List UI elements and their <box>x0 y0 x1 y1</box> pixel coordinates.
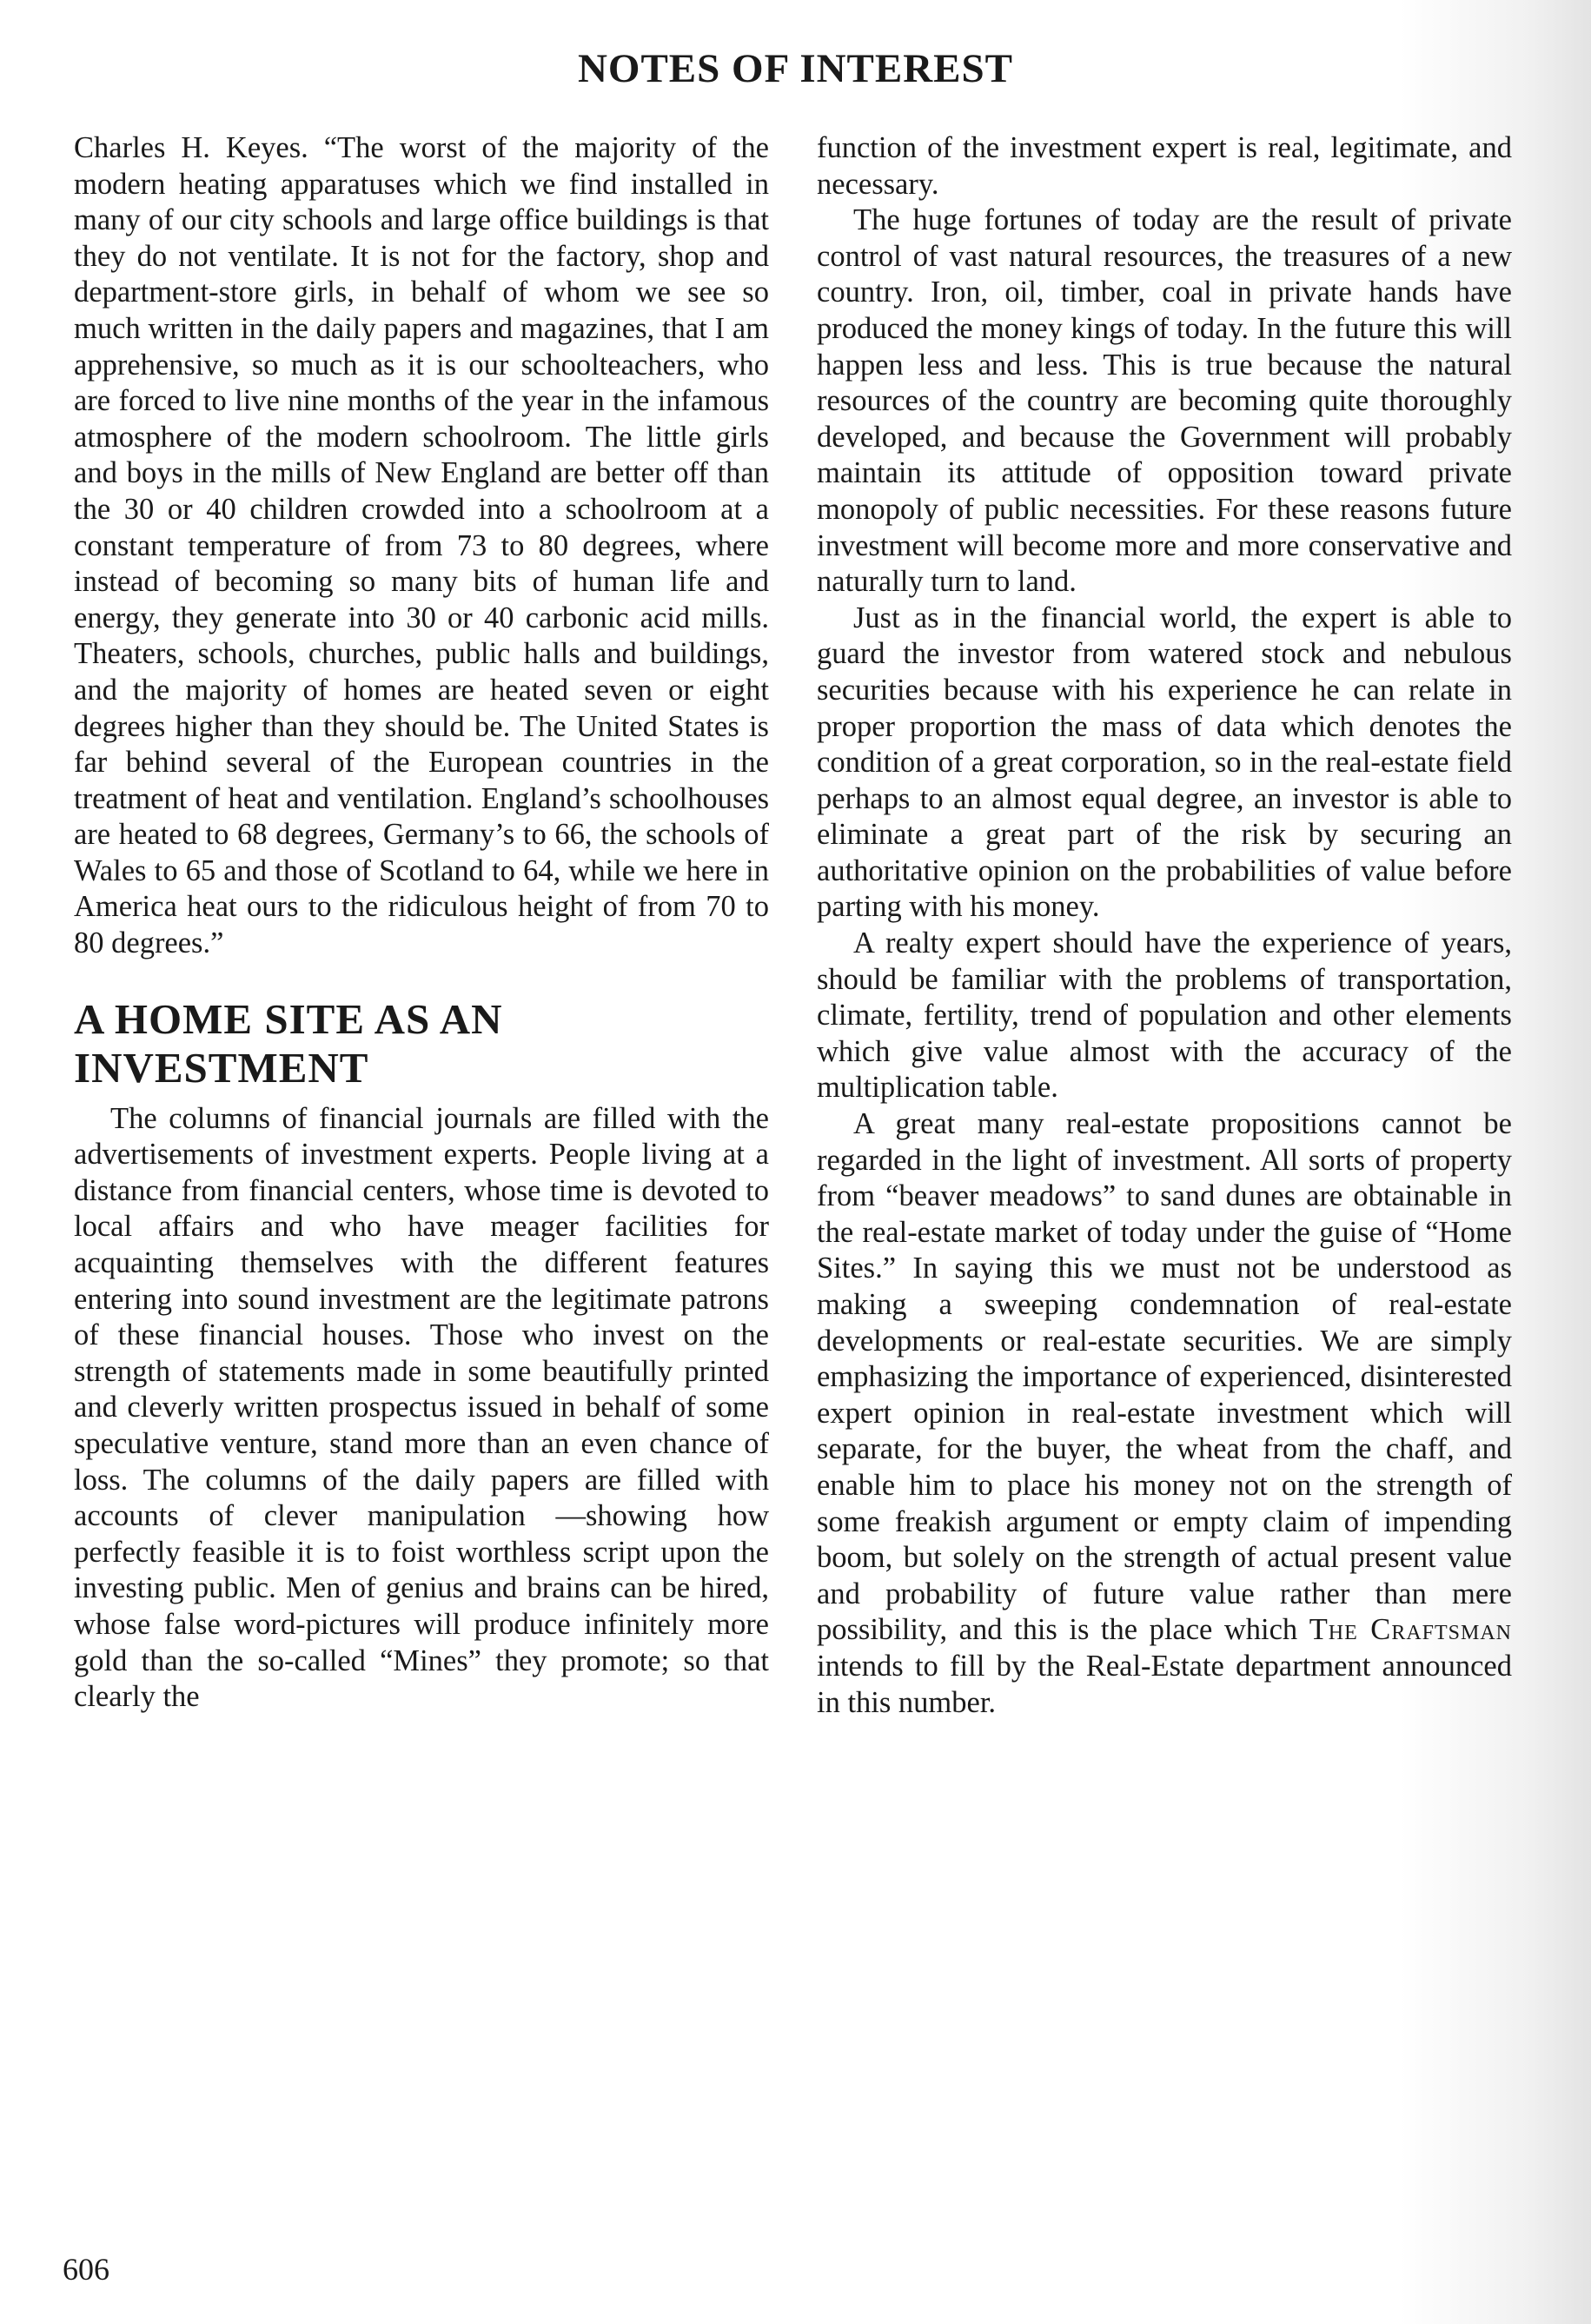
running-head: NOTES OF INTEREST <box>577 46 1014 91</box>
right-paragraph-5-end: intends to fill by the Real-Estate department announced in this number. <box>817 1649 1512 1719</box>
right-paragraph-4: A realty expert should have the experience of years, should be familiar with the problems of transportation, climate, fertility, trend of population and other elements which give value almost with the accuracy of the multiplication table. <box>817 926 1512 1105</box>
section-heading: A HOME SITE AS AN INVESTMENT <box>74 994 503 1092</box>
left-paragraph-1: Charles H. Keyes. “The worst of the majority of the modern heating apparatuses which we find installed in many of our city schools and large office buildings is that they do not ventilate. It is not for the factory, shop and department-store girls, in behalf of whom we see so much written in the daily papers and magazines, that I am apprehensive, so much as it is our schoolteachers, who are forced to live nine months of the year in the infamous atmosphere of the modern schoolroom. The little girls and boys in the mills of New England are better off than the 30 or 40 children crowded into a schoolroom at a constant temperature of from 73 to 80 degrees, where instead of becoming so many bits of human life and energy, they generate into 30 or 40 carbonic acid mills. Theaters, schools, churches, public halls and buildings, and the majority of homes are heated seven or eight degrees higher than they should be. The United States is far behind several of the European countries in the treatment of heat and ventilation. England’s schoolhouses are heated to 68 degrees, Germany’s to 66, the schools of Wales to 65 and those of Scotland to 64, while we here in America heat ours to the ridiculous height of from 70 to 80 degrees.” <box>74 131 769 960</box>
right-paragraph-5 <box>817 1106 1512 1721</box>
left-column <box>74 130 769 1716</box>
right-paragraph-2: The huge fortunes of today are the result of private control of vast natural resources, the treasures of a new country. Iron, oil, timber, coal in private hands have produced the money kings of today. In the future this will happen less and less. This is true because the natural resources of the country are becoming quite thoroughly developed, and because the Government will probably maintain its attitude of opposition toward private monopoly of public necessities. For these reasons future investment will become more and more conservative and naturally turn to land. <box>817 203 1512 599</box>
right-paragraph-5-text: A great many real-estate propositions cannot be regarded in the light of investment. All sorts of property from “beaver meadows” to sand dunes are obtainable in the real-estate market of today under the guise of “Home Sites.” In saying this we must not be understood as making a sweeping condemnation of real-estate developments or real-estate securities. We are simply emphasizing the importance of experienced, disinterested expert opinion in real-estate investment which will separate, for the buyer, the wheat from the chaff, and enable him to place his money not on the strength of some freakish argument or empty claim of impending boom, but solely on the strength of actual present value and probability of future value rather than mere possibility, and this is the place which <box>817 1107 1512 1647</box>
magazine-name: The Craftsman <box>1309 1613 1513 1647</box>
right-paragraph-1: function of the investment expert is real, legitimate, and necessary. <box>817 131 1512 201</box>
left-paragraph-2: The columns of financial journals are filled with the advertisements of investment experts. People living at a distance from financial centers, whose time is devoted to local affairs and who have meager facilities for acquainting themselves with the different features entering into sound investment are the legitimate patrons of these financial houses. Those who invest on the strength of statements made in some beautifully printed and cleverly written prospectus issued in behalf of some speculative venture, stand more than an even chance of loss. The columns of the daily papers are filled with accounts of clever manipulation —showing how perfectly feasible it is to foist worthless script upon the investing public. Men of genius and brains can be hired, whose false word-pictures will produce infinitely more gold than the so-called “Mines” they promote; so that clearly the <box>74 1101 769 1714</box>
right-column <box>817 130 1512 1721</box>
page-number: 606 <box>63 2252 109 2287</box>
right-paragraph-3: Just as in the financial world, the expert is able to guard the investor from watered stock and nebulous securities because with his experience he can relate in proper proportion the mass of data which denotes the condition of a great corporation, so in the real-estate field perhaps to an almost equal degree, an investor is able to eliminate a great part of the risk by securing an authoritative opinion on the probabilities of value before parting with his money. <box>817 601 1512 924</box>
